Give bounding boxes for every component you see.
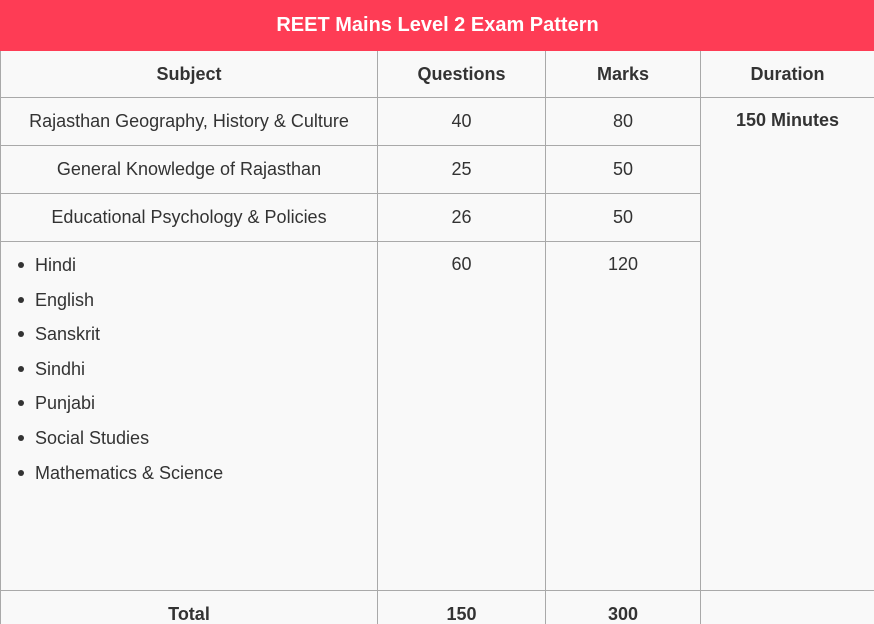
questions-cell: 60	[378, 242, 546, 591]
total-duration	[701, 591, 874, 624]
title-row	[1, 1, 874, 51]
bullet-icon	[18, 435, 24, 441]
language-label: Sanskrit	[35, 324, 101, 345]
language-label: Punjabi	[35, 393, 96, 414]
language-label: Sindhi	[35, 358, 86, 379]
bullet-icon	[18, 331, 24, 337]
duration-cell: 150 Minutes	[701, 98, 874, 591]
table-row	[1, 98, 874, 146]
bullet-icon	[18, 262, 24, 268]
list-item	[18, 392, 377, 427]
bullet-icon	[18, 400, 24, 406]
total-label: Total	[1, 591, 378, 624]
language-label: Social Studies	[35, 427, 150, 448]
list-item	[18, 358, 377, 393]
marks-cell: 80	[546, 98, 701, 146]
total-row	[1, 591, 874, 624]
total-marks: 300	[546, 591, 701, 624]
language-subjects-cell	[1, 242, 378, 591]
subject-cell: Rajasthan Geography, History & Culture	[1, 98, 378, 146]
language-label: Mathematics & Science	[35, 462, 224, 483]
language-list	[1, 242, 377, 496]
marks-cell: 50	[546, 194, 701, 242]
questions-cell: 40	[378, 98, 546, 146]
language-label: English	[35, 289, 95, 310]
table-title: REET Mains Level 2 Exam Pattern	[1, 1, 874, 51]
subject-cell: Educational Psychology & Policies	[1, 194, 378, 242]
list-item	[18, 427, 377, 462]
marks-cell: 50	[546, 146, 701, 194]
header-marks: Marks	[546, 51, 701, 98]
header-questions: Questions	[378, 51, 546, 98]
questions-cell: 26	[378, 194, 546, 242]
header-duration: Duration	[701, 51, 874, 98]
bullet-icon	[18, 297, 24, 303]
list-item	[18, 323, 377, 358]
bullet-icon	[18, 470, 24, 476]
bullet-icon	[18, 366, 24, 372]
header-subject: Subject	[1, 51, 378, 98]
subject-cell: General Knowledge of Rajasthan	[1, 146, 378, 194]
list-item	[18, 289, 377, 324]
header-row	[1, 51, 874, 98]
language-label: Hindi	[35, 255, 77, 275]
questions-cell: 25	[378, 146, 546, 194]
list-item	[18, 462, 377, 497]
list-item	[18, 254, 377, 289]
total-questions: 150	[378, 591, 546, 624]
marks-cell: 120	[546, 242, 701, 591]
